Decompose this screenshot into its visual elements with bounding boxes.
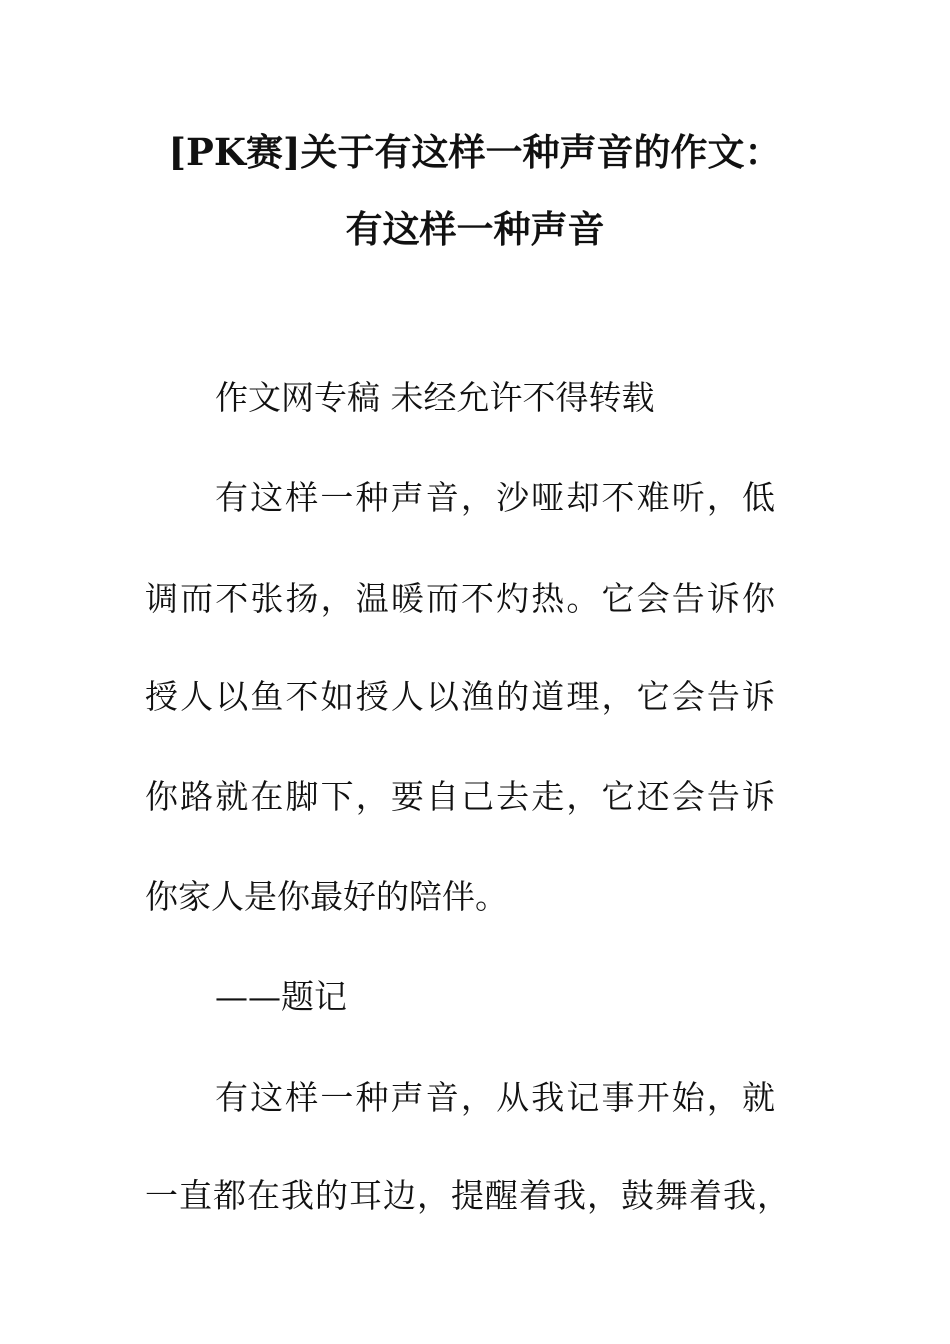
paragraph-line: 你家人是你最好的陪伴。 — [145, 877, 508, 916]
byline: 作文网专稿 未经允许不得转载 — [215, 378, 655, 417]
paragraph-line: 授人以鱼不如授人以渔的道理，它会告诉 — [145, 677, 775, 716]
document-title-line-1: [PK赛]关于有这样一种声音的作文： — [168, 130, 782, 174]
document-title-line-2: 有这样一种声音 — [345, 207, 605, 251]
paragraph-line: 有这样一种声音，从我记事开始，就 — [215, 1078, 775, 1117]
paragraph-line: 一直都在我的耳边，提醒着我，鼓舞着我， — [145, 1176, 790, 1215]
paragraph-line: 调而不张扬，温暖而不灼热。它会告诉你 — [145, 579, 775, 618]
paragraph-line: 你路就在脚下，要自己去走，它还会告诉 — [145, 777, 775, 816]
epigraph-attribution: ——题记 — [215, 977, 347, 1016]
paragraph-line: 有这样一种声音，沙哑却不难听，低 — [215, 478, 775, 517]
